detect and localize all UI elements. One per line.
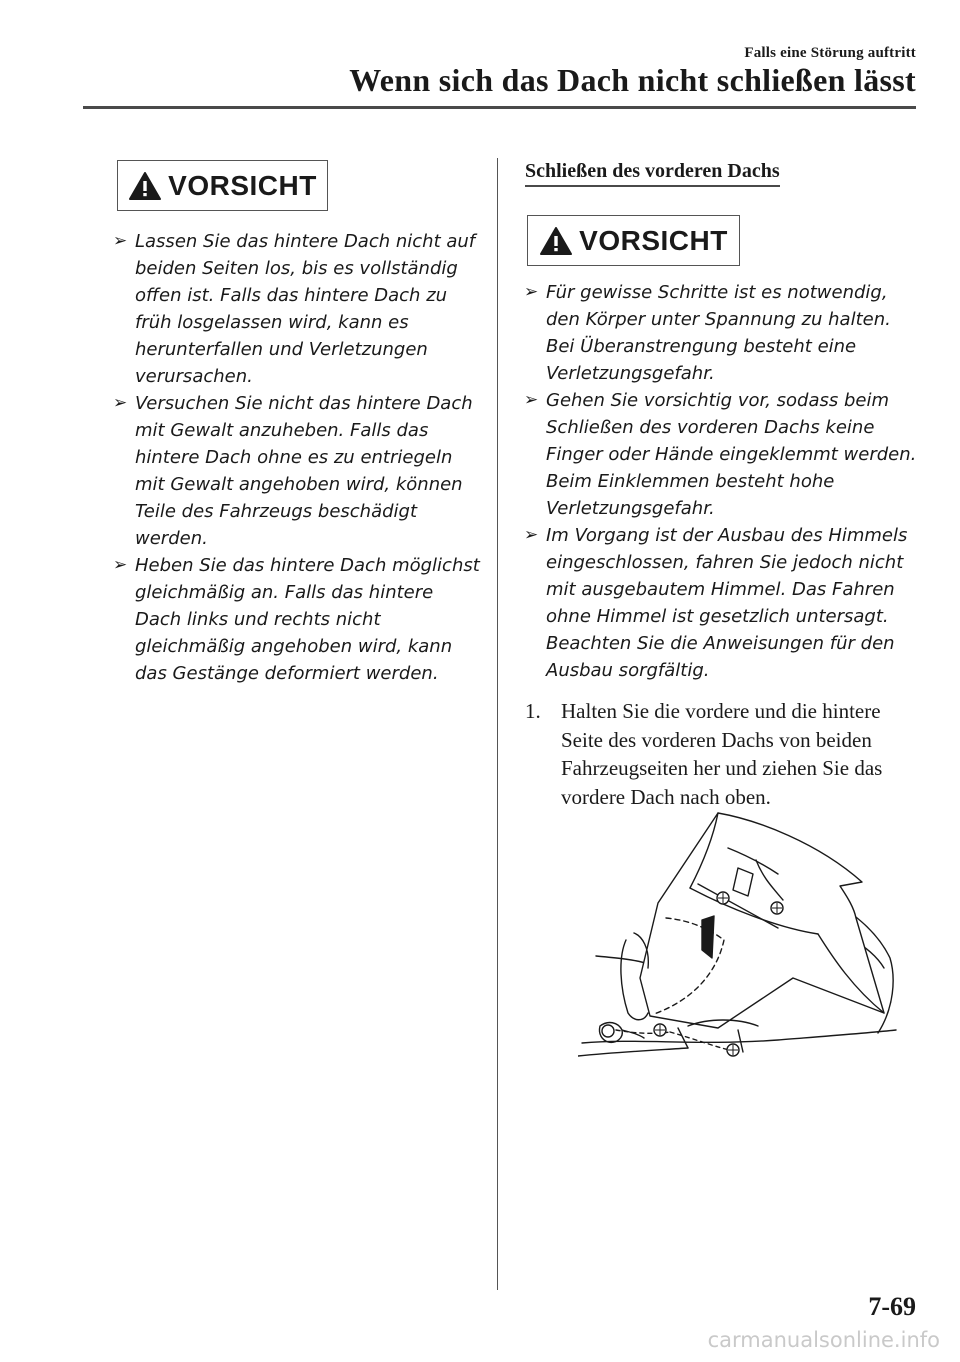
list-item-text: Versuchen Sie nicht das hintere Dach mit Gewalt anzuheben. Falls das hintere Dach ohne es zu entriegeln mit Gewalt angehoben wird, können Teile des Fahrzeugs beschädigt werden.	[135, 393, 473, 549]
watermark: carmanualsonline.info	[707, 1328, 940, 1352]
warning-triangle-icon	[539, 226, 573, 256]
step-text: Halten Sie die vordere und die hintere Seite des vorderen Dachs von beiden Fahrzeugseiten her und ziehen Sie das vordere Dach nach oben.	[561, 699, 883, 809]
list-item	[111, 228, 481, 390]
arrow-bullet-icon: ➢	[524, 525, 539, 545]
list-item-text: Im Vorgang ist der Ausbau des Himmels eingeschlossen, fahren Sie jedoch nicht mit ausgebautem Himmel. Das Fahren ohne Himmel ist gesetzlich untersagt. Beachten Sie die Anweisungen für den Ausbau sorgfältig.	[546, 525, 908, 681]
caution-list	[111, 228, 481, 687]
instruction-step	[525, 697, 920, 811]
page-title: Wenn sich das Dach nicht schließen lässt	[349, 62, 916, 98]
roof-illustration	[578, 808, 898, 1080]
list-item	[111, 390, 481, 552]
caution-label: VORSICHT	[579, 224, 728, 256]
step-number: 1.	[525, 699, 541, 723]
list-item-text: Lassen Sie das hintere Dach nicht auf beiden Seiten los, bis es vollständig offen ist. Falls das hintere Dach zu früh losgelassen wird, kann es herunterfallen und Verletzungen verursachen.	[135, 231, 476, 387]
column-divider	[497, 158, 498, 1290]
section-heading: Schließen des vorderen Dachs	[525, 160, 780, 187]
arrow-bullet-icon: ➢	[113, 393, 128, 413]
list-item-text: Für gewisse Schritte ist es notwendig, den Körper unter Spannung zu halten. Bei Überanstrengung besteht eine Verletzungsgefahr.	[546, 282, 891, 384]
page-number: 7-69	[868, 1292, 916, 1321]
caution-box	[527, 215, 740, 266]
list-item	[522, 279, 922, 387]
arrow-bullet-icon: ➢	[113, 231, 128, 251]
header-rule	[83, 106, 916, 109]
list-item	[522, 387, 922, 522]
caution-list	[522, 279, 922, 684]
arrow-bullet-icon: ➢	[524, 282, 539, 302]
arrow-bullet-icon: ➢	[524, 390, 539, 410]
list-item	[111, 552, 481, 687]
warning-triangle-icon	[128, 171, 162, 201]
list-item-text: Heben Sie das hintere Dach möglichst gleichmäßig an. Falls das hintere Dach links und rechts nicht gleichmäßig angehoben wird, kann das Gestänge deformiert werden.	[135, 555, 480, 684]
caution-label: VORSICHT	[168, 169, 317, 201]
caution-box	[117, 160, 328, 211]
list-item	[522, 522, 922, 684]
chapter-title: Falls eine Störung auftritt	[744, 45, 916, 61]
arrow-bullet-icon: ➢	[113, 555, 128, 575]
list-item-text: Gehen Sie vorsichtig vor, sodass beim Schließen des vorderen Dachs keine Finger oder Hände eingeklemmt werden. Beim Einklemmen besteht hohe Verletzungsgefahr.	[546, 390, 917, 519]
